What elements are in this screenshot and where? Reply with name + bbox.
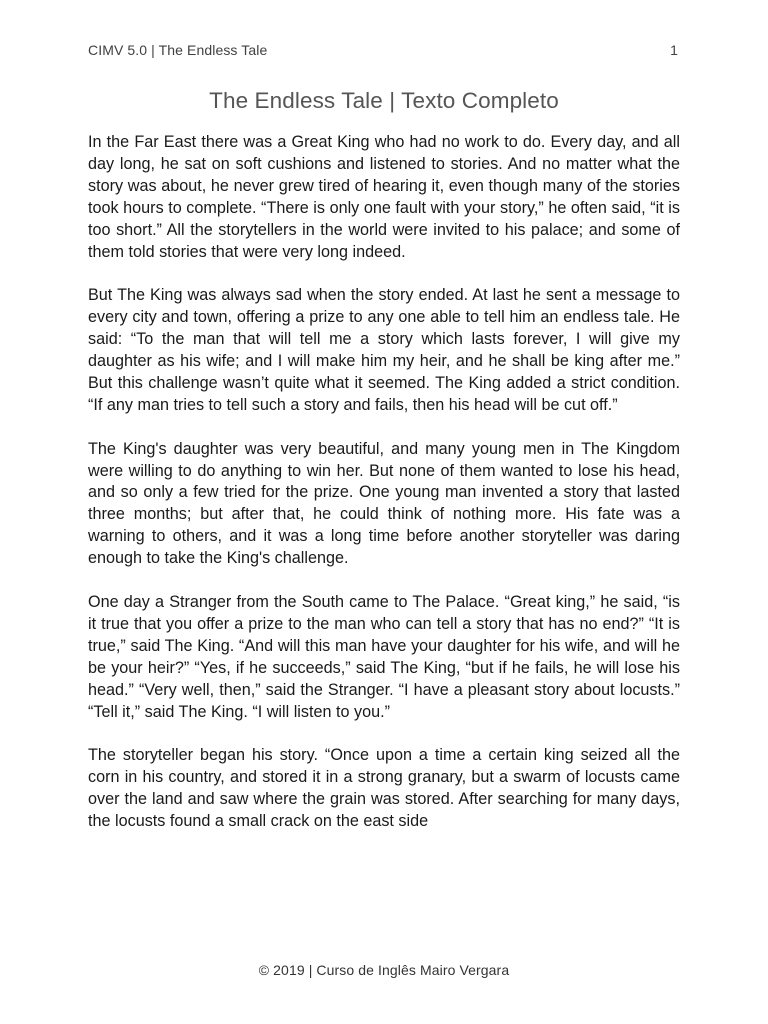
paragraph: The King's daughter was very beautiful, and many young men in The Kingdom were willing to do anything to win her. But none of them wanted to lose his head, and so only a few tried for the prize. One young man invented a story that lasted three months; but after that, he could think of nothing more. His fate was a warning to others, and it was a long time before another storyteller was daring enough to take the King's challenge. [88,439,680,568]
paragraph: The storyteller began his story. “Once upon a time a certain king seized all the corn in his country, and stored it in a strong granary, but a swarm of locusts came over the land and saw where the grain was stored. After searching for many days, the locusts found a small crack on the east side [88,746,680,831]
paragraph: In the Far East there was a Great King who had no work to do. Every day, and all day long, he sat on soft cushions and listened to stories. And no matter what the story was about, he never grew tired of hearing it, even though many of the stories took hours to complete. “There is only one fault with your story,” he often said, “it is too short.” All the storytellers in the world were invited to his palace; and some of them told stories that were very long indeed. [88,133,680,261]
paragraph: One day a Stranger from the South came to The Palace. “Great king,” he said, “is it true that you offer a prize to the man who can tell a story that has no end?” “It is true,” said The King. “And will this man have your daughter for his wife, and will he be your heir?” “Yes, if he succeeds,” said The King, “but if he fails, he will lose his head.” “Very well, then,” said the Stranger. “I have a pleasant story about locusts.” “Tell it,” said The King. “I will listen to you.” [88,592,680,721]
header-title: CIMV 5.0 | The Endless Tale [88,42,268,58]
document-title: The Endless Tale | Texto Completo [209,88,559,113]
page-header [88,42,678,64]
paragraph: But The King was always sad when the story ended. At last he sent a message to every city and town, offering a prize to any one able to tell him an endless tale. He said: “To the man that will tell me a story which lasts forever, I will give my daughter as his wife; and I will make him my heir, and he shall be king after me.” But this challenge wasn’t quite what it seemed. The King added a strict condition. “If any man tries to tell such a story and fails, then his head will be cut off.” [88,286,680,414]
page-footer: © 2019 | Curso de Inglês Mairo Vergara [258,962,510,978]
document-body [88,132,680,855]
page-number: 1 [670,42,678,58]
